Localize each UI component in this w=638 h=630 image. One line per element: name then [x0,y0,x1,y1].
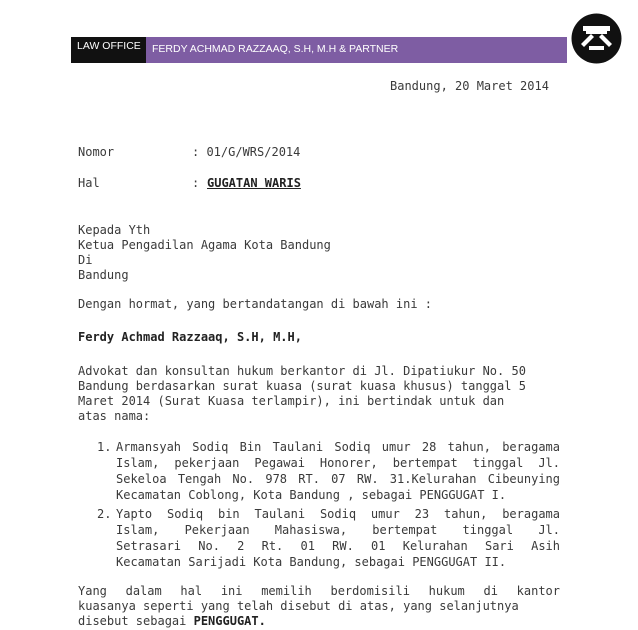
intro-line: atas nama: [78,409,151,423]
closing-line: kuasanya seperti yang telah disebut di atas, yang selanjutnya [78,599,519,613]
list-item-line: Sekeloa Tengah No. 978 RT. 07 RW. 31.Kelurahan Cibeunying [116,472,560,486]
list-item-line: Islam, pekerjaan Pegawai Honorer, bertempat tinggal Jl. [116,456,560,470]
list-number: 1. [97,440,112,454]
greeting: Dengan hormat, yang bertandatangan di bawah ini : [78,297,433,311]
hal-label: Hal [78,176,100,190]
plaintiff-term: PENGGUGAT. [193,614,266,628]
firm-label: LAW OFFICE [71,37,146,63]
list-item-line: Setrasari No. 2 Rt. 01 RW. 01 Kelurahan Sari Asih [116,539,560,553]
intro-line: Bandung berdasarkan surat kuasa (surat kuasa khusus) tanggal 5 [78,379,526,393]
signer-name: Ferdy Achmad Razzaaq, S.H, M.H, [78,330,302,344]
nomor-value: : 01/G/WRS/2014 [192,145,301,159]
recipient-line: Kepada Yth [78,223,151,237]
hal-value: GUGATAN WARIS [207,176,301,190]
list-number: 2. [97,507,112,521]
recipient-line: Ketua Pengadilan Agama Kota Bandung [78,238,331,252]
list-item-line: Kecamatan Coblong, Kota Bandung , sebagai PENGGUGAT I. [116,488,507,502]
closing-prefix: disebut sebagai [78,614,187,628]
recipient-line: Di [78,253,93,267]
closing-line: Yang dalam hal ini memilih berdomisili hukum di kantor [78,584,560,598]
list-item-line: Armansyah Sodiq Bin Taulani Sodiq umur 28 tahun, beragama [116,440,560,454]
hal-colon: : [192,176,200,190]
nomor-label: Nomor [78,145,115,159]
letter-date: Bandung, 20 Maret 2014 [390,79,549,93]
closing-line [78,614,266,629]
firm-name: FERDY ACHMAD RAZZAAQ, S.H, M.H & PARTNER [146,37,567,63]
intro-line: Maret 2014 (Surat Kuasa terlampir), ini bertindak untuk dan [78,394,505,408]
law-office-emblem-icon [570,12,623,65]
list-item-line: Islam, Pekerjaan Mahasiswa, bertempat tinggal Jl. [116,523,560,537]
list-item-line: Yapto Sodiq bin Taulani Sodiq umur 23 tahun, beragama [116,507,560,521]
intro-line: Advokat dan konsultan hukum berkantor di Jl. Dipatiukur No. 50 [78,364,526,378]
list-item-line: Kecamatan Sarijadi Kota Bandung, sebagai PENGGUGAT II. [116,555,507,569]
recipient-line: Bandung [78,268,129,282]
